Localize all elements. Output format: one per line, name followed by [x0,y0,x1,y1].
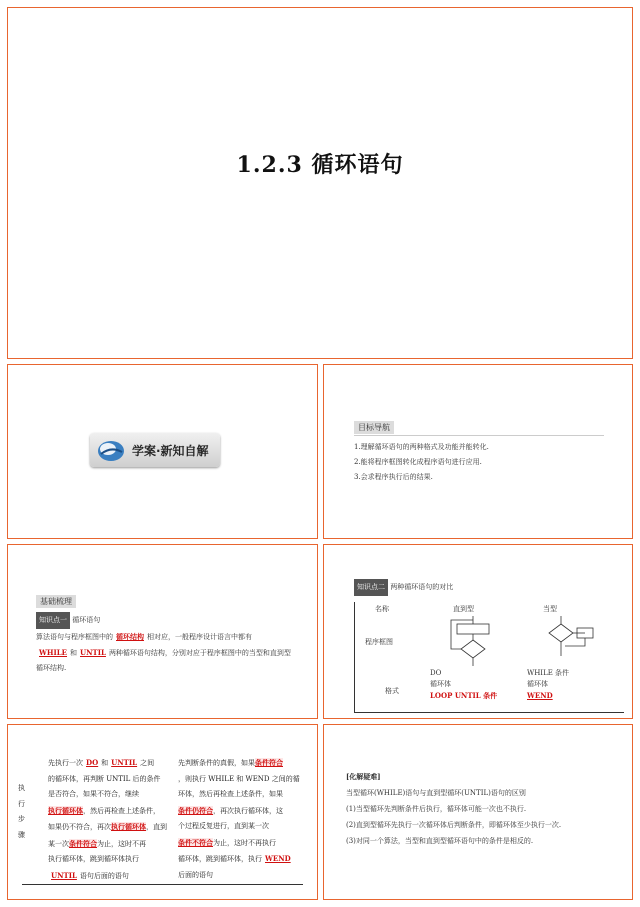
answer-blank: UNTIL [51,870,77,880]
answer-blank: UNTIL [80,648,106,657]
code-line: WEND [527,691,553,700]
text: 环体，然后再检查上述条件，如果 [178,790,283,798]
row-flowchart: 程序框图 [365,638,393,646]
until-flowchart [443,616,503,668]
goal-item: 3.会求程序执行后的结果. [354,473,433,481]
slide-comparison [323,544,633,719]
basics-block [36,589,306,676]
basics-paragraph [36,629,306,676]
badge-text: 学案·新知自解 [132,444,209,458]
code-line: WHILE 条件 [527,669,570,677]
notes-item: (3)对同一个算法，当型和直到型循环语句中的条件是相反的. [346,837,534,845]
answer-blank: WHILE [39,648,68,657]
text: 为止，这时不再执行 [213,838,276,847]
text: ，再次执行循环体，这 [213,806,283,815]
slide-goals [323,364,633,539]
notes-title: 当型循环(WHILE)语句与直到型循环(UNTIL)语句的区别 [346,789,526,797]
slide-basics [7,544,318,719]
text: 两种循环语句结构，分别对应于程序框图中的当型和直到型 [108,649,291,657]
text: 语句后面的语句 [79,871,129,880]
answer-blank: 条件符合 [69,838,97,848]
notes-item: (2)直到型循环先执行一次循环体后判断条件，即循环体至少执行一次. [346,821,562,829]
header-until: 直到型 [453,605,474,613]
while-flowchart [535,616,595,668]
text: 为止，这时不再 [97,839,146,848]
answer-blank: 条件符合 [255,758,283,767]
answer-blank: DO [86,758,99,767]
text: 和 [101,759,109,767]
text: 之间 [140,759,155,767]
notes-heading: [化解疑难] [346,772,381,781]
text: 循环体，跳到循环体，执行 [178,855,262,863]
steps-side-label: 执 行 步 骤 [18,784,25,839]
divider [354,435,604,436]
code-line: DO [430,669,442,677]
answer-blank: 循环结构 [116,632,144,641]
divider [22,884,303,885]
answer-blank: 执行循环体 [111,822,146,831]
notes-item: (1)当型循环先判断条件后执行，循环体可能一次也不执行. [346,805,527,813]
slide-notes [323,724,633,900]
goal-tag: 目标导航 [354,421,394,434]
while-steps [178,755,313,883]
text: ，直到 [146,823,167,831]
code-line: 循环体 [527,680,548,688]
text: ，则执行 WHILE 和 WEND 之间的循 [178,774,300,783]
goal-item: 1.理解循环语句的两种格式及功能并能转化. [354,443,489,451]
text: 如果仍不符合，再次 [48,823,111,831]
answer-blank: 条件不符合 [178,837,213,847]
point-tag: 知识点一 [36,612,70,629]
slide-title [7,7,633,359]
text: 和 [70,649,78,657]
cloud-logo-icon [96,436,126,464]
slide-steps [7,724,318,900]
code-line: 循环体 [430,680,451,688]
comparison-title: 两种循环语句的对比 [390,583,454,591]
text: 算法语句与程序框图中的 [36,633,113,641]
slide-badge [7,364,318,539]
lesson-title: 1.2.3 循环语句 [236,152,404,178]
text: 相对应，一般程序设计语言中都有 [147,633,252,641]
text: 执行循环体，跳到循环体执行 [48,855,139,863]
text: 先执行一次 [48,759,83,767]
section-badge [90,433,220,467]
comparison-block [354,579,624,713]
basics-heading: 基础梳理 [36,595,76,608]
answer-blank: 执行循环体 [48,805,83,815]
text: 先判断条件的真假，如果 [178,759,255,767]
goal-item: 2.能将程序框图转化成程序语句进行应用. [354,458,482,466]
text: ，然后再检查上述条件， [83,806,160,815]
point-title: 循环语句 [72,616,101,624]
goal-block [354,415,604,485]
answer-blank: WEND [265,854,291,863]
point-tag: 知识点二 [354,579,388,596]
while-format [527,668,569,701]
answer-blank: UNTIL [111,758,138,767]
text: 是否符合，如果不符合，继续 [48,790,139,798]
header-name: 名称 [375,605,389,613]
text: 某一次 [48,839,69,848]
answer-blank: 条件仍符合 [178,805,213,815]
until-steps [48,755,173,884]
comparison-table [354,602,624,713]
text: 循环结构. [36,664,67,672]
text: 个过程反复进行，直到某一次 [178,822,269,830]
text: 的循环体，再判断 UNTIL 后的条件 [48,774,161,783]
notes-block [346,769,621,849]
row-format: 格式 [385,687,399,695]
text: 后面的语句 [178,870,213,879]
until-format [430,668,497,701]
header-while: 当型 [543,605,557,613]
code-line: LOOP UNTIL 条件 [430,691,498,700]
